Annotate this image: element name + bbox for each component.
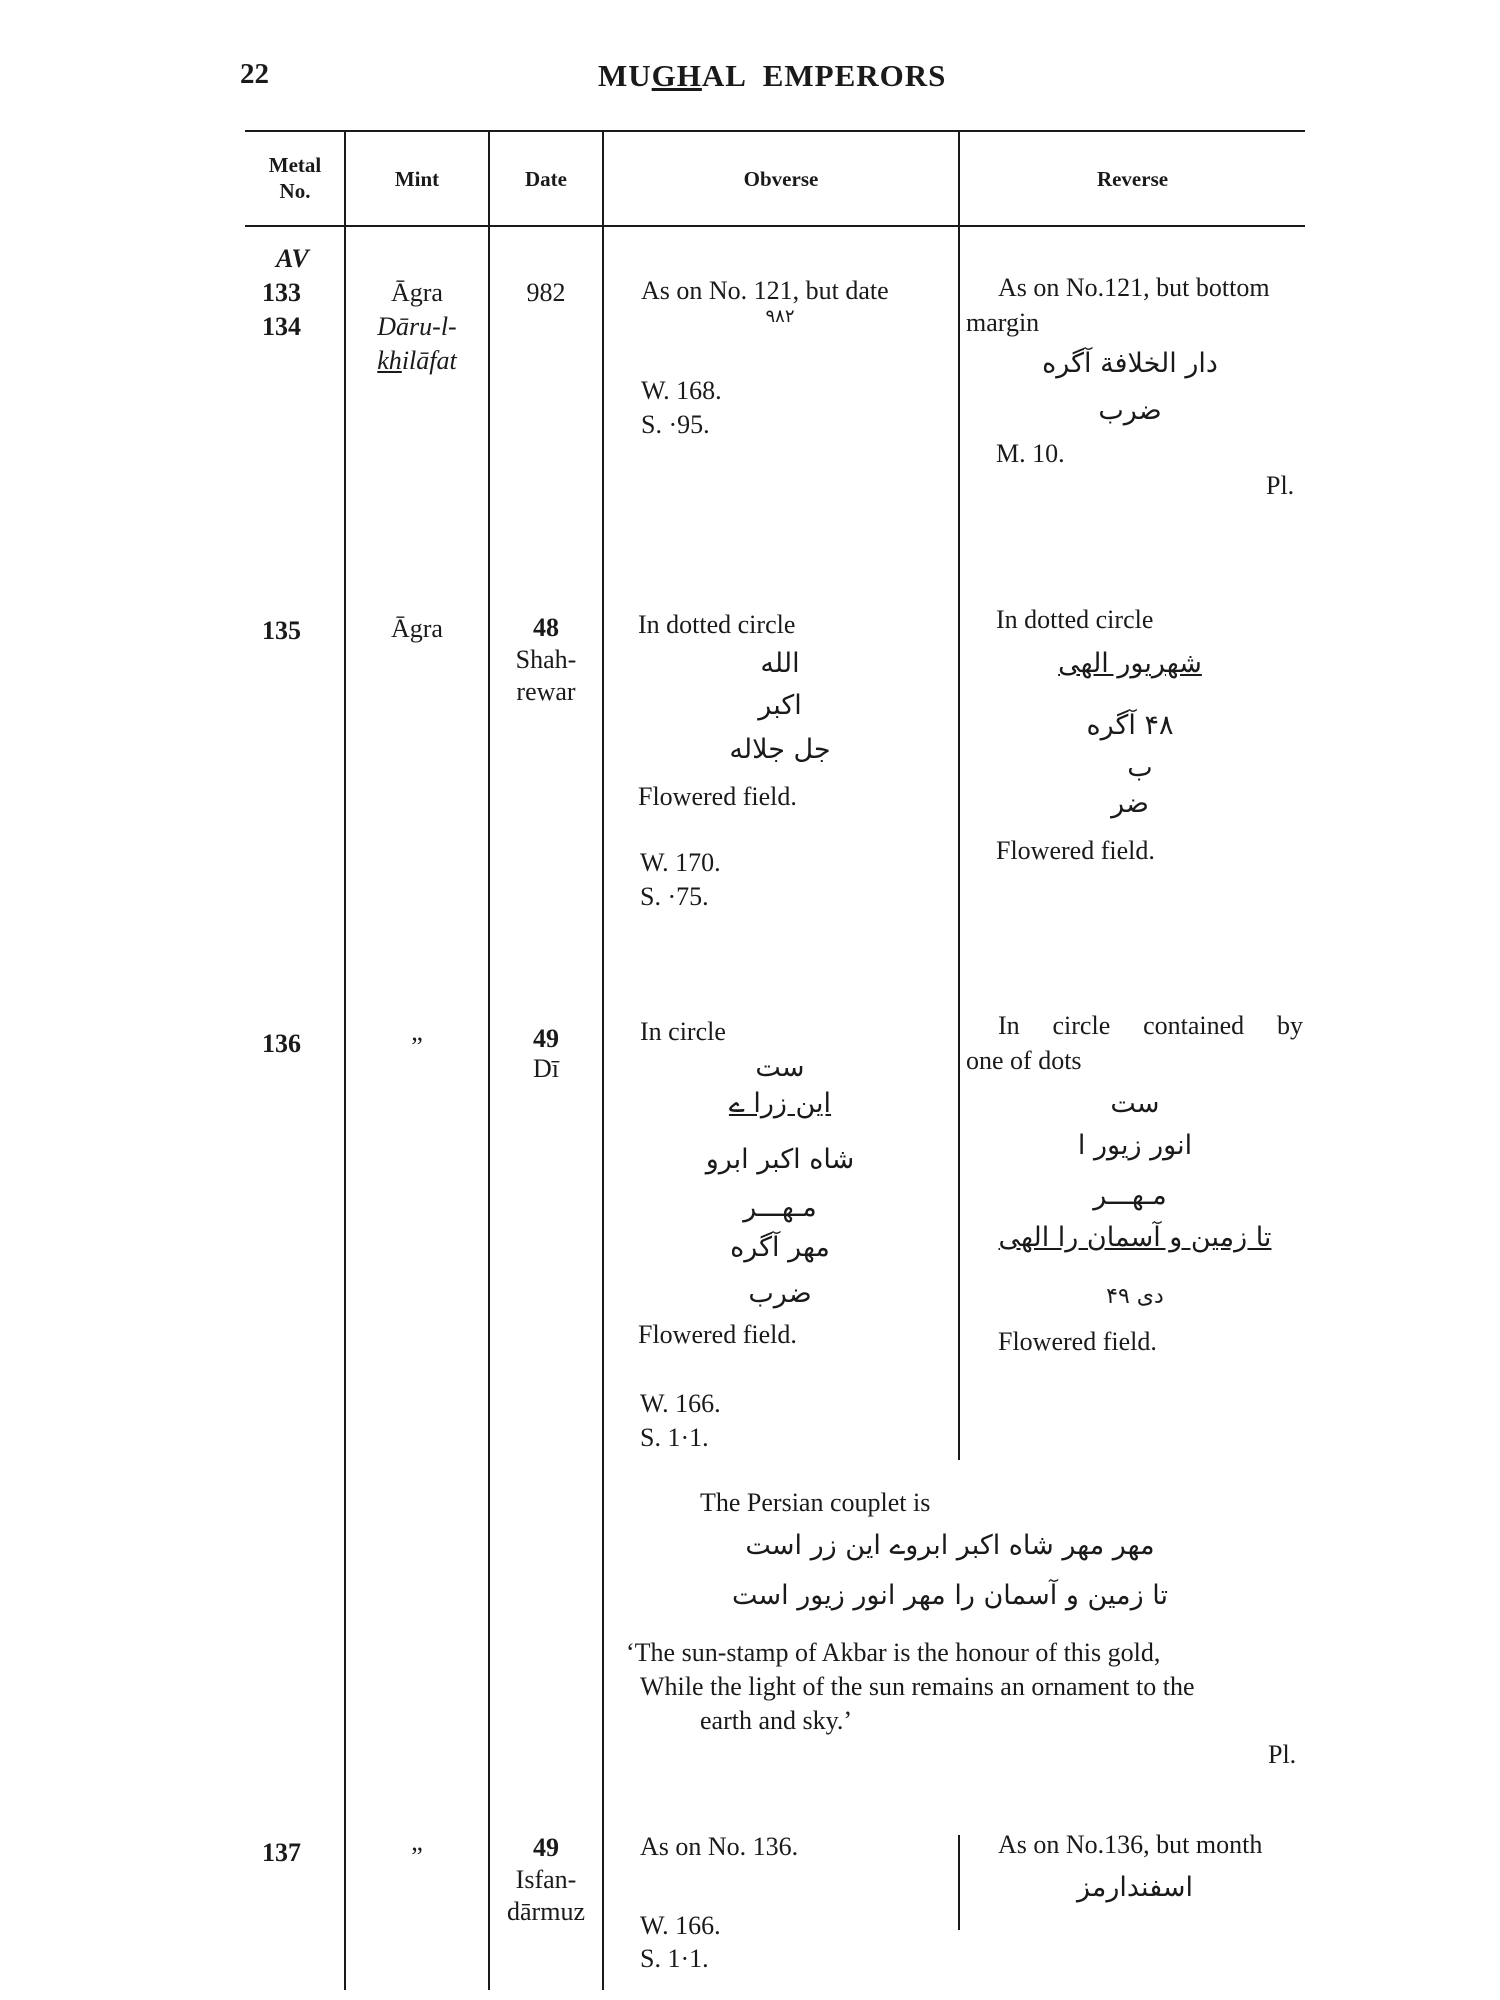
couplet-intro: The Persian couplet is — [700, 1488, 931, 1517]
obverse-arabic-date: ٩٨٢ — [765, 306, 795, 327]
obverse-arabic: اکبر — [758, 690, 802, 721]
reverse-arabic: دار الخلافة آگره — [1042, 348, 1218, 379]
reverse-text: margin — [966, 308, 1040, 337]
reverse-text: As on No.121, but bottom — [998, 273, 1270, 302]
reverse-arabic: مـهـــر — [1093, 1180, 1167, 1211]
reverse-field: Flowered field. — [998, 1327, 1157, 1356]
column-divider-4 — [958, 130, 960, 1460]
date-cell: 49 Dī — [533, 1024, 559, 1083]
obverse-arabic: مـهـــر — [743, 1192, 817, 1223]
reverse-arabic: شهریور الهی — [1058, 648, 1202, 679]
reverse-text: As on No.136, but month — [998, 1830, 1263, 1859]
date-cell: 982 — [526, 278, 566, 307]
obverse-field: Flowered field. — [638, 1320, 797, 1349]
reverse-arabic: ضر — [1111, 788, 1149, 819]
obverse-text: In circle — [640, 1017, 726, 1046]
couplet-translation: While the light of the sun remains an ornament to the — [640, 1672, 1195, 1701]
obverse-size: S. 1·1. — [640, 1423, 709, 1452]
table-header-rule — [245, 225, 1305, 227]
mint-cell: ” — [411, 1032, 423, 1061]
reverse-arabic: ضرب — [1098, 395, 1162, 426]
reverse-field: Flowered field. — [996, 836, 1155, 865]
plate-ref: Pl. — [1268, 1740, 1297, 1769]
column-divider-4b — [958, 1835, 960, 1930]
column-divider-3 — [602, 130, 604, 1990]
table-top-rule — [245, 130, 1305, 132]
entry-number: 136 — [262, 1029, 301, 1058]
obverse-weight: W. 166. — [640, 1911, 721, 1940]
obverse-field: Flowered field. — [638, 782, 797, 811]
obverse-weight: W. 170. — [640, 848, 721, 877]
obverse-arabic: ضرب — [748, 1278, 812, 1309]
obverse-arabic: شاه اکبر ابرو — [705, 1144, 855, 1175]
obverse-arabic: جل جلاله — [729, 734, 831, 765]
obverse-arabic: الله — [760, 648, 800, 679]
mint-cell: ” — [411, 1842, 423, 1871]
reverse-text: In circle contained by — [998, 1011, 1303, 1040]
reverse-mark: M. 10. — [996, 439, 1065, 468]
reverse-arabic: ست — [1110, 1088, 1160, 1119]
reverse-arabic: ب — [1127, 752, 1153, 783]
obverse-text: As on No. 136. — [640, 1832, 799, 1861]
obverse-arabic: این زرا ے — [728, 1088, 832, 1119]
obverse-arabic: ست — [755, 1052, 805, 1083]
entry-number: 133 134 — [262, 278, 301, 341]
entry-number: 135 — [262, 616, 301, 645]
mint-cell: Āgra — [391, 614, 443, 643]
obverse-text: In dotted circle — [638, 610, 796, 639]
reverse-text: In dotted circle — [996, 605, 1154, 634]
obverse-size: S. 1·1. — [640, 1944, 709, 1973]
reverse-arabic: انور زیور ا — [1077, 1130, 1193, 1161]
header-mint: Mint — [394, 167, 440, 191]
obverse-weight: W. 168. — [641, 376, 722, 405]
plate-ref: Pl. — [1266, 471, 1295, 500]
header-reverse: Reverse — [1096, 167, 1169, 191]
obverse-size: S. ·95. — [641, 410, 710, 439]
page-number: 22 — [240, 58, 269, 90]
date-cell: 48 Shah- rewar — [515, 613, 577, 706]
reverse-text: one of dots — [966, 1046, 1082, 1075]
couplet-translation: earth and sky.’ — [700, 1706, 853, 1735]
header-obverse: Obverse — [743, 167, 819, 191]
page-title: MUGHAL EMPERORS — [598, 58, 947, 93]
mint-cell: Āgra Dāru-l- khilāfat — [377, 278, 457, 375]
obverse-size: S. ·75. — [640, 882, 709, 911]
obverse-text: As on No. 121, but date — [641, 276, 889, 305]
reverse-arabic: اسفندارمز — [1076, 1872, 1193, 1903]
date-cell: 49 Isfan- dārmuz — [507, 1833, 585, 1926]
couplet-persian-line-2: تا زمین و آسمان را مهر انور زیور است — [732, 1580, 1168, 1611]
reverse-arabic: دی ۴۹ — [1106, 1284, 1164, 1309]
reverse-arabic: ۴۸ آگره — [1086, 710, 1174, 741]
header-date: Date — [525, 167, 567, 191]
entry-number: 137 — [262, 1838, 301, 1867]
obverse-weight: W. 166. — [640, 1389, 721, 1418]
couplet-persian-line-1: مهر مهر شاه اکبر ابروے این زر است — [745, 1530, 1155, 1561]
metal-symbol: AV — [276, 244, 309, 273]
header-metal-no: Metal No. — [268, 153, 322, 203]
reverse-arabic: تا زمین و آسمان را الهی — [998, 1222, 1272, 1253]
couplet-translation: ‘The sun-stamp of Akbar is the honour of this gold, — [626, 1638, 1161, 1667]
obverse-arabic: مهر آگره — [730, 1232, 830, 1263]
